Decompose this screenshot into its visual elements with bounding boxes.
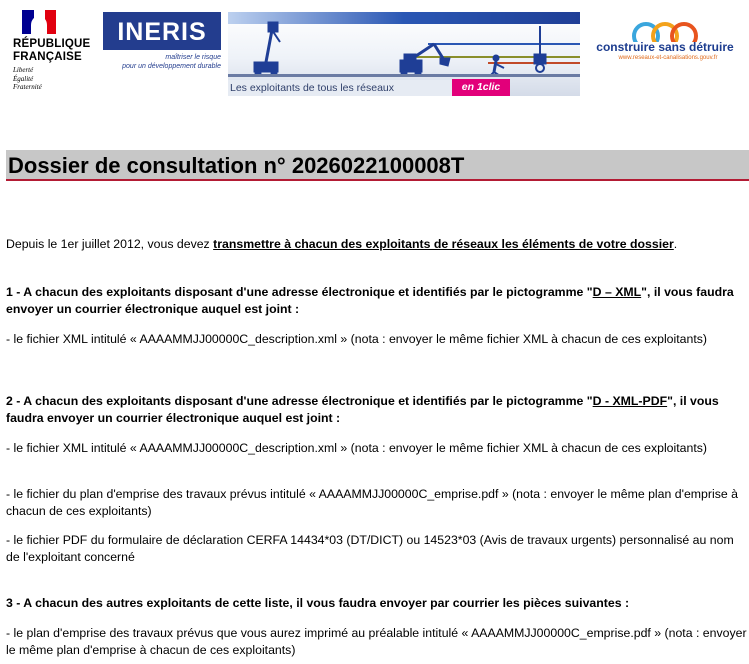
pictogram-d-xml-pdf: D - XML-PDF [592, 394, 668, 408]
section2-item-3: - le fichier PDF du formulaire de déclaration CERFA 14434*03 (DT/DICT) ou 14523*03 (Avis de travaux urgents) personnalisé au nom de l'exploitant concerné [6, 533, 734, 564]
ineris-logo [103, 12, 223, 80]
pictogram-d-xml: D – XML [592, 285, 642, 299]
page-header [0, 0, 749, 100]
csd-url: www.reseaux-et-canalisations.gouv.fr [618, 55, 718, 61]
ineris-tagline: maîtriser le risque pour un développement durable [122, 54, 221, 70]
intro-paragraph: Depuis le 1er juillet 2012, vous devez transmettre à chacun des exploitants de réseaux les éléments de votre dossier. [6, 237, 678, 251]
intro-emphasis: transmettre à chacun des exploitants de réseaux les éléments de votre dossier [213, 237, 674, 251]
section3-heading: 3 - A chacun des autres exploitants de cette liste, il vous faudra envoyer par courrier les pièces suivantes : [6, 596, 630, 610]
republique-francaise-logo [10, 8, 100, 103]
banner-badge: en 1clic [452, 79, 510, 96]
csd-name: construire sans détruire [596, 40, 734, 54]
section3-item-1: - le plan d'emprise des travaux prévus que vous aurez imprimé au préalable intitulé « AAAAMMJJ00000C_emprise.pdf » (nota : envoyer le même plan d'emprise à chacun de ces exploitants) [6, 626, 747, 657]
guichet-unique-banner [228, 12, 580, 96]
section2-item-2: - le fichier du plan d'emprise des travaux prévus intitulé « AAAAMMJJ00000C_emprise.pdf » (nota : envoyer le même plan d'emprise à chacun de ces exploitants) [6, 487, 738, 518]
republique-francaise-name: RÉPUBLIQUE FRANÇAISE [13, 38, 91, 63]
ineris-name: INERIS [117, 18, 207, 46]
section2-heading: 2 - A chacun des exploitants disposant d'une adresse électronique et identifiés par le pictogramme "D - XML-PDF", il vous faudra envoyer un courrier électronique auquel est joint : [6, 394, 719, 425]
page-title: Dossier de consultation n° 2026022100008T [8, 153, 465, 178]
marianne-flag-icon [22, 10, 56, 34]
republique-motto: Liberté Égalité Fraternité [13, 66, 42, 91]
section1-heading: 1 - A chacun des exploitants disposant d'une adresse électronique et identifiés par le pictogramme "D – XML", il vous faudra envoyer un courrier électronique auquel est joint : [6, 285, 734, 316]
section1-item-1: - le fichier XML intitulé « AAAAMMJJ00000C_description.xml » (nota : envoyer le même fichier XML à chacun de ces exploitants) [6, 332, 708, 346]
title-bar [6, 150, 749, 181]
construire-sans-detruire-logo [590, 18, 740, 82]
section2-item-1: - le fichier XML intitulé « AAAAMMJJ00000C_description.xml » (nota : envoyer le même fichier XML à chacun de ces exploitants) [6, 441, 708, 455]
rings-icon [590, 18, 740, 42]
banner-tagline: Les exploitants de tous les réseaux [228, 80, 452, 96]
